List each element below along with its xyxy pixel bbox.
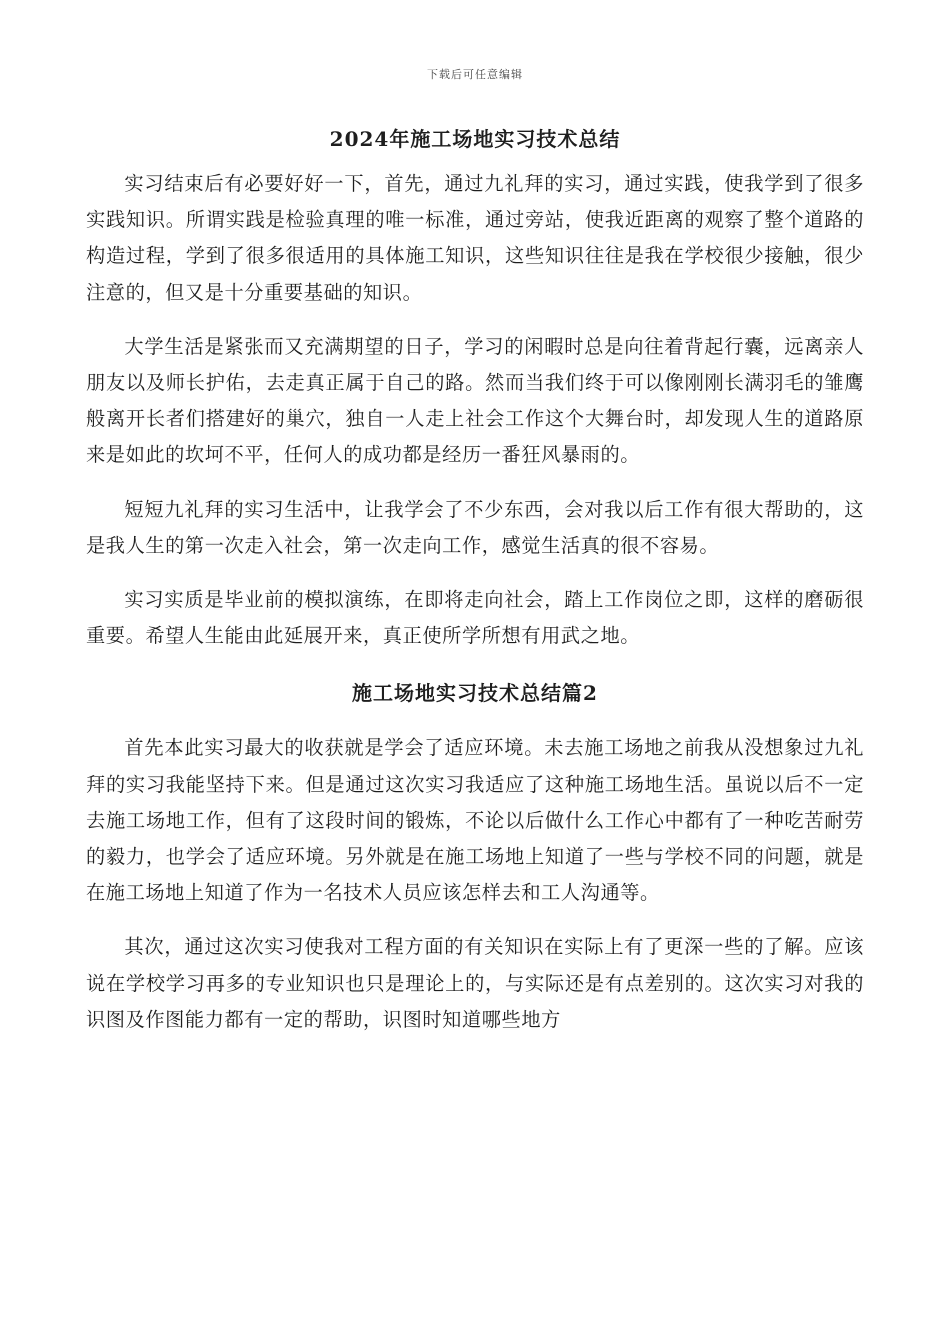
paragraph: 实习实质是毕业前的模拟演练，在即将走向社会，踏上工作岗位之即，这样的磨砺很重要。希望人生能由此延展开来，真正使所学所想有用武之地。	[86, 588, 864, 648]
paragraph: 其次，通过这次实习使我对工程方面的有关知识在实际上有了更深一些的了解。应该说在学校学习再多的专业知识也只是理论上的，与实际还是有点差别的。这次实习对我的识图及作图能力都有一定的帮助，识图时知道哪些地方	[86, 935, 864, 1031]
section-title: 施工场地实习技术总结篇2	[352, 681, 598, 706]
paragraph: 短短九礼拜的实习生活中，让我学会了不少东西，会对我以后工作有很大帮助的，这是我人生的第一次走入社会，第一次走向工作，感觉生活真的很不容易。	[86, 497, 864, 557]
paragraph: 首先本此实习最大的收获就是学会了适应环境。未去施工场地之前我从没想象过九礼拜的实习我能坚持下来。但是通过这次实习我适应了这种施工场地生活。虽说以后不一定去施工场地工作，但有了这段时间的锻炼，不论以后做什么工作心中都有了一种吃苦耐劳的毅力，也学会了适应环境。另外就是在施工场地上知道了一些与学校不同的问题，就是在施工场地上知道了作为一名技术人员应该怎样去和工人沟通等。	[86, 736, 864, 905]
document-title: 2024年施工场地实习技术总结	[329, 127, 621, 151]
paragraph: 实习结束后有必要好好一下，首先，通过九礼拜的实习，通过实践，使我学到了很多实践知识。所谓实践是检验真理的唯一标准，通过旁站，使我近距离的观察了整个道路的构造过程，学到了很多很适用的具体施工知识，这些知识往往是我在学校很少接触，很少注意的，但又是十分重要基础的知识。	[86, 172, 864, 304]
header-note: 下载后可任意编辑	[427, 68, 523, 81]
paragraph: 大学生活是紧张而又充满期望的日子，学习的闲暇时总是向往着背起行囊，远离亲人朋友以及师长护佑，去走真正属于自己的路。然而当我们终于可以像刚刚长满羽毛的雏鹰般离开长者们搭建好的巢穴，独自一人走上社会工作这个大舞台时，却发现人生的道路原来是如此的坎坷不平，任何人的成功都是经历一番狂风暴雨的。	[86, 334, 864, 467]
document-body	[86, 120, 864, 1038]
